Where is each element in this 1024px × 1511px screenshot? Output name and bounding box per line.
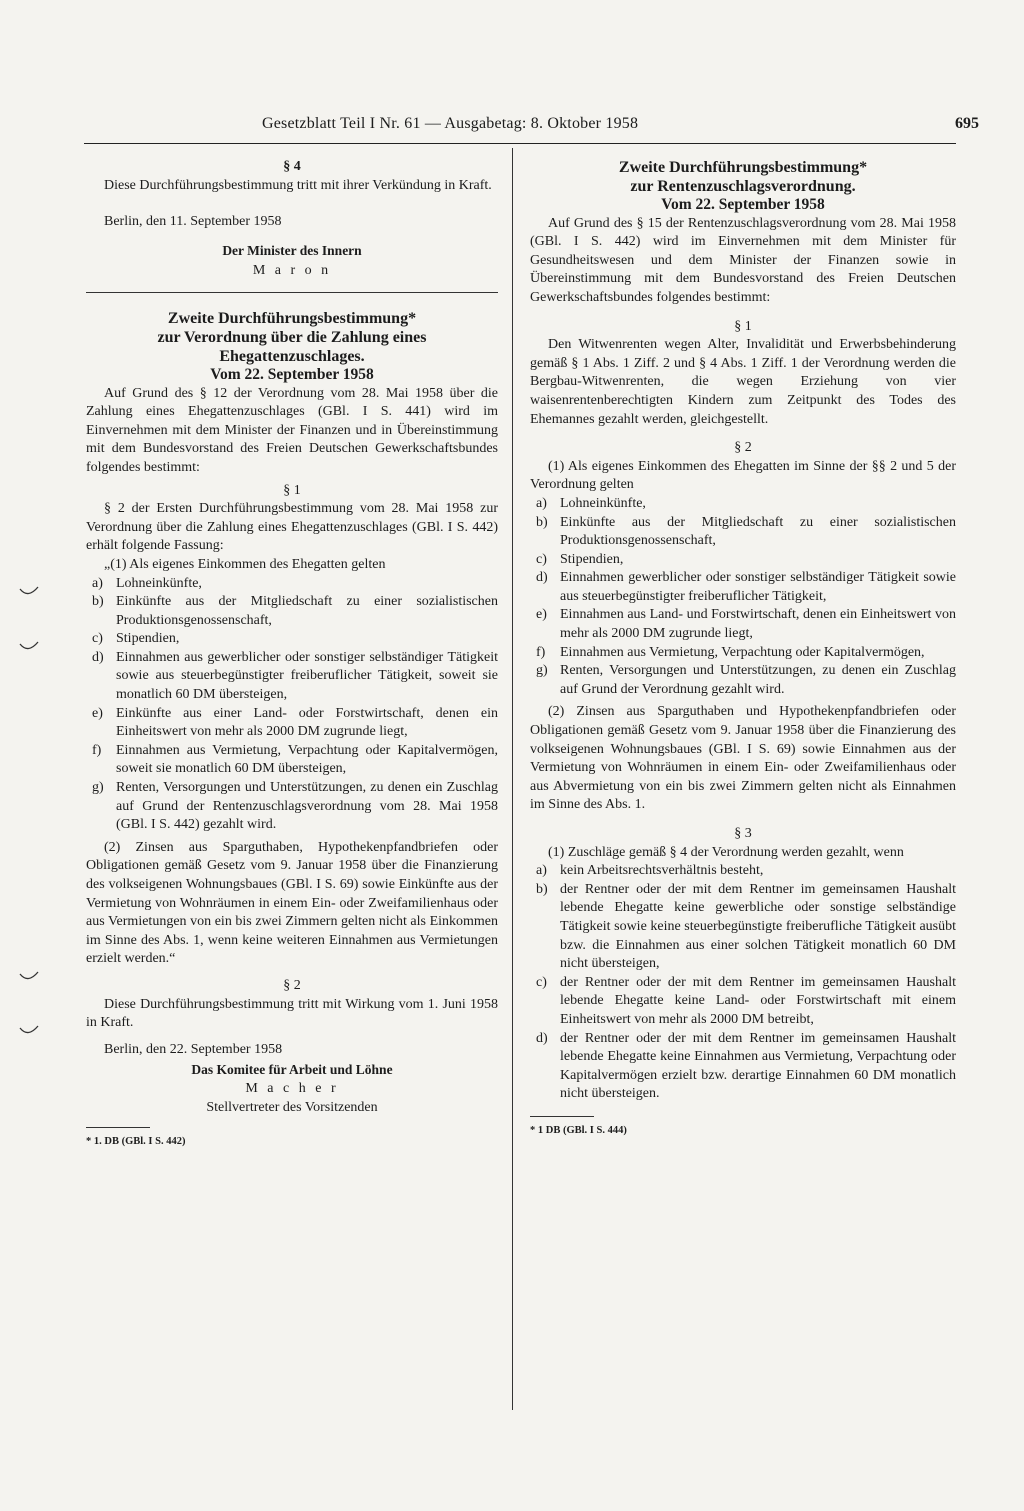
list-item-text: Einkünfte aus der Mitgliedschaft zu einer sozialistischen Produktionsgenossenschaft, — [560, 514, 956, 549]
place-date-2: Berlin, den 22. September 1958 — [104, 1041, 283, 1057]
margin-mark — [18, 970, 40, 984]
place-date-1: Berlin, den 11. September 1958 — [104, 214, 282, 230]
footnote: * 1 DB (GBl. I S. 444) — [530, 1124, 627, 1136]
list-item-letter: g) — [536, 663, 548, 679]
list-item-letter: a) — [92, 575, 103, 591]
list-item-text: Renten, Versorgungen und Unterstützungen, zu denen ein Zuschlag auf Grund der Verordnung gezahlt wird. — [560, 663, 956, 697]
paragraph-2-heading: § 2 — [283, 977, 301, 993]
list-item-text: Einnahmen aus Vermietung, Verpachtung oder Kapitalvermögen, soweit sie monatlich 60 DM übersteigen, — [116, 742, 498, 777]
column-divider — [512, 148, 513, 1410]
list-item-text: Stipendien, — [116, 631, 180, 647]
list-item — [530, 644, 956, 663]
list-item-letter: g) — [92, 780, 104, 796]
signer-org-1: Der Minister des Innern — [222, 242, 362, 258]
list-item — [530, 881, 956, 974]
list-item-text: kein Arbeitsrechtsverhältnis besteht, — [560, 863, 764, 879]
list-item-letter: b) — [92, 594, 104, 610]
section-4-text: Diese Durchführungsbestimmung tritt mit ihrer Verkündung in Kraft. — [104, 177, 492, 193]
list-item — [86, 593, 498, 630]
footnote-rule — [86, 1127, 150, 1128]
list-item-letter: a) — [536, 863, 547, 879]
list-item-text: Einnahmen gewerblicher oder sonstiger selbständiger Tätigkeit sowie aus steuerbegünstigter freiberuflicher Tätigkeit, — [560, 570, 956, 604]
margin-mark — [18, 585, 40, 599]
left-column — [86, 150, 498, 1152]
list-item-text: Einkünfte aus einer Land- oder Forstwirtschaft, denen ein Einheitswert von mehr als 2000 DM zugrunde liegt, — [116, 705, 498, 740]
page-number: 695 — [955, 115, 979, 132]
list-item — [530, 514, 956, 551]
margin-mark — [18, 1024, 40, 1038]
list-item-text: der Rentner oder der mit dem Rentner im gemeinsamen Haushalt lebende Ehegatte keine Land- oder Forstwirtschaft mit einem Einheitswert von mehr als 2000 DM betreibt, — [560, 974, 956, 1027]
paragraph-3-heading: § 3 — [734, 826, 752, 841]
list-item-letter: e) — [536, 607, 547, 623]
regulation-intro: Auf Grund des § 15 der Rentenzuschlagsverordnung vom 28. Mai 1958 (GBl. I S. 442) wird im Einvernehmen mit dem Minister für Gesundheitswesen und dem Minister der Finanzen sowie in Übereinstimmung mit dem Bundesvorstand des Freien Deutschen Gewerkschaftsbundes folgendes bestimmt: — [530, 215, 956, 305]
list-item-text: der Rentner oder der mit dem Rentner im gemeinsamen Haushalt lebende Ehegatte keine Einnahmen aus Vermietung, Verpachtung oder Kapitalvermögen erzielt bzw. derartige Einnahmen 60 DM monatlich nicht übersteigen. — [560, 1030, 956, 1102]
signer-name-1: M a r o n — [252, 263, 332, 279]
list-item-text: Stipendien, — [560, 551, 624, 567]
list-item-letter: a) — [536, 495, 547, 511]
page-header — [0, 115, 1024, 139]
list-item-text: Einnahmen aus Land- und Forstwirtschaft, denen ein Einheitswert von mehr als 2000 DM zugrunde liegt, — [560, 607, 956, 642]
list-item-letter: f) — [536, 644, 546, 660]
list-item — [530, 974, 956, 1030]
list-item — [530, 862, 956, 881]
header-title: Gesetzblatt Teil I Nr. 61 — Ausgabetag: 8. Oktober 1958 — [262, 115, 639, 132]
list-item-letter: f) — [92, 742, 102, 758]
regulation-date: Vom 22. September 1958 — [661, 196, 825, 213]
list-item — [86, 630, 498, 649]
signer-name-2: M a c h e r — [245, 1080, 339, 1096]
regulation-date: Vom 22. September 1958 — [210, 365, 374, 383]
list-item — [530, 495, 956, 514]
list-item-letter: b) — [536, 514, 548, 530]
list-item-letter: c) — [92, 631, 103, 647]
list-item-text: Renten, Versorgungen und Unterstützungen, zu denen ein Zuschlag auf Grund der Rentenzuschlagsverordnung vom 28. Mai 1958 (GBl. I S. 442) gezahlt wird. — [116, 780, 498, 833]
list-item-letter: d) — [536, 570, 548, 586]
paragraph-1-text: § 2 der Ersten Durchführungsbestimmung vom 28. Mai 1958 zur Verordnung über die Zahlung eines Ehegattenzuschlages (GBl. I S. 442) erhält folgende Fassung: — [86, 501, 498, 554]
paragraph-1-heading: § 1 — [734, 318, 752, 334]
section-4-heading: § 4 — [283, 159, 301, 174]
list-item-text: Lohneinkünfte, — [560, 495, 646, 511]
list-item-text: Lohneinkünfte, — [116, 575, 202, 591]
list-item-text: Einnahmen aus Vermietung, Verpachtung oder Kapitalvermögen, — [560, 644, 925, 660]
list-item-letter: e) — [92, 705, 103, 721]
list-item — [86, 649, 498, 705]
footnote: * 1. DB (GBl. I S. 442) — [86, 1136, 186, 1148]
signer-role-2: Stellvertreter des Vorsitzenden — [206, 1099, 378, 1115]
list-item-letter: d) — [92, 649, 104, 665]
paragraph-1-text: Den Witwenrenten wegen Alter, Invalidität und Erwerbsbehinderung gemäß § 1 Abs. 1 Ziff. 2 und § 4 Abs. 1 Ziff. 1 der Verordnung werden die Bergbau-Witwenrenten, die wegen Erziehung von vier waisenrentenberechtigten Kindern zum Zeitpunkt des Todes des Ehemannes gezahlt werden, gleichgestellt. — [530, 337, 956, 427]
paragraph-3-intro: (1) Zuschläge gemäß § 4 der Verordnung werden gezahlt, wenn — [548, 844, 904, 860]
list-item — [86, 575, 498, 594]
paragraph-1-quote: „(1) Als eigenes Einkommen des Ehegatten gelten — [104, 556, 386, 572]
list-item — [530, 1030, 956, 1104]
list-item — [530, 662, 956, 699]
list-item-letter: b) — [536, 881, 548, 897]
list-item-text: Einnahmen aus gewerblicher oder sonstiger selbständiger Tätigkeit sowie aus steuerbegünstigter freiberuflicher Tätigkeit, soweit sie monatlich 60 DM übersteigen, — [116, 649, 498, 703]
list-item — [530, 569, 956, 606]
footnote-rule — [530, 1116, 594, 1117]
paragraph-2-subsection-2: (2) Zinsen aus Sparguthaben und Hypothekenpfandbriefen oder Obligationen gemäß Gesetz vom 9. Januar 1958 über die Finanzierung des volkseigenen Wohnungsbaues (GBl. I S. 69) sowie Einnahmen aus der Vermietung von Wohnräumen in einem Ein- oder Zweifamilienhaus oder aus Abvermietung von ein bis zwei Zimmern gelten nicht als Einnahmen im Sinne des Abs. 1. — [530, 704, 956, 813]
regulation-intro: Auf Grund des § 12 der Verordnung vom 28. Mai 1958 über die Zahlung eines Ehegattenzuschlages (GBl. I S. 441) wird im Einvernehmen mit dem Minister der Finanzen und in Übereinstimmung mit dem Bundesvorstand des Freien Deutschen Gewerkschaftsbundes folgendes bestimmt: — [86, 385, 498, 475]
regulation-title-line1: Zweite Durchführungsbestimmung* — [618, 159, 868, 176]
list-item-letter: c) — [536, 974, 547, 990]
regulation-title-line2: zur Rentenzuschlagsverordnung. — [630, 178, 856, 195]
list-item — [530, 551, 956, 570]
paragraph-1-subsection-2: (2) Zinsen aus Sparguthaben, Hypothekenpfandbriefen oder Obligationen gemäß Gesetz vom 9. Januar 1958 über die Finanzierung des volkseigenen Wohnungsbaues (GBl. I S. 69) sowie Einkünfte aus der Vermietung von Wohnräumen in einem Ein- oder Zweifamilienhaus oder aus Vermietungen von ein bis zwei Zimmern gelten nicht als Einkommen im Sinne des Abs. 1, wenn keine weiteren Einnahmen aus Vermietungen erzielt werden.“ — [86, 839, 498, 967]
right-column — [530, 150, 956, 1141]
list-item — [530, 606, 956, 643]
list-item — [86, 779, 498, 835]
paragraph-2-heading: § 2 — [734, 440, 752, 456]
signer-org-2: Das Komitee für Arbeit und Löhne — [191, 1062, 393, 1078]
list-item-text: der Rentner oder der mit dem Rentner im gemeinsamen Haushalt lebende Ehegatte keine gewerbliche oder sonstige selbständige Tätigkeit sowie keine steuerbegünstigte freiberufliche Tätigkeit ausübt bzw. die Einnahmen aus einer solchen Tätigkeit monatlich 60 DM nicht übersteigen, — [560, 881, 956, 972]
list-item-letter: d) — [536, 1030, 548, 1046]
list-item — [86, 705, 498, 742]
margin-mark — [18, 640, 40, 654]
header-rule — [84, 143, 956, 144]
regulation-title-line2: zur Verordnung über die Zahlung eines Ehegattenzuschlages. — [157, 328, 427, 365]
paragraph-1-heading: § 1 — [283, 482, 301, 498]
list-item-letter: c) — [536, 551, 547, 567]
list-item — [86, 742, 498, 779]
section-separator — [86, 292, 498, 293]
regulation-title-line1: Zweite Durchführungsbestimmung* — [167, 309, 417, 327]
list-item-text: Einkünfte aus der Mitgliedschaft zu einer sozialistischen Produktionsgenossenschaft, — [116, 594, 498, 628]
paragraph-2-text: Diese Durchführungsbestimmung tritt mit Wirkung vom 1. Juni 1958 in Kraft. — [86, 996, 498, 1031]
paragraph-2-intro: (1) Als eigenes Einkommen des Ehegatten im Sinne der §§ 2 und 5 der Verordnung gelten — [530, 458, 956, 493]
